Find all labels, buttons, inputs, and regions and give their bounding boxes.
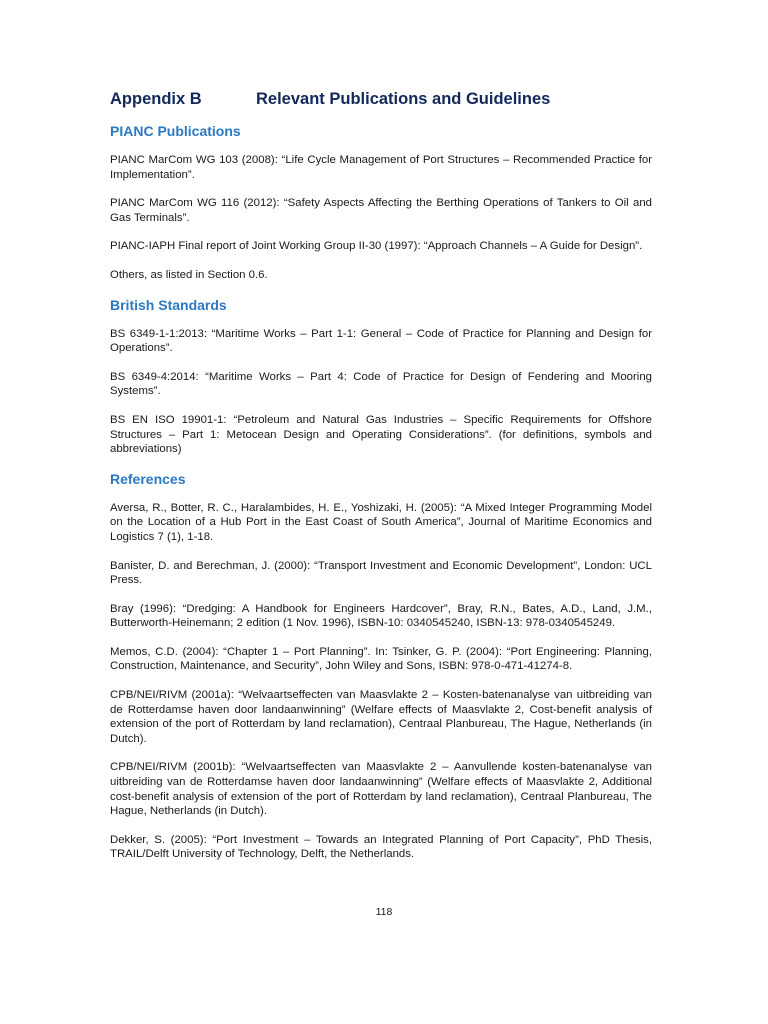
reference-paragraph: Memos, C.D. (2004): “Chapter 1 – Port Planning”. In: Tsinker, G. P. (2004): “Port Engineering: Planning, Construction, Maintenance, and Security”, John Wiley and Sons, ISBN: 978-0-471-41274-8. [110,645,652,673]
reference-paragraph: PIANC MarCom WG 116 (2012): “Safety Aspects Affecting the Berthing Operations of Tankers to Oil and Gas Terminals”. [110,197,652,224]
reference-paragraph: CPB/NEI/RIVM (2001a): “Welvaartseffecten van Maasvlakte 2 – Kosten-batenanalyse van uitbreiding van de Rotterdamse haven door landaanwinning” (Welfare effects of Maasvlakte 2, Cost-benefit analysis of extension of the port of Rotterdam by land reclamation), Centraal Planbureau, The Hague, Netherlands (in Dutch). [110,689,652,745]
page-content [110,90,652,876]
appendix-number: Appendix B [110,90,202,108]
section-heading: PIANC Publications [110,123,241,139]
reference-paragraph: Dekker, S. (2005): “Port Investment – Towards an Integrated Planning of Port Capacity”, PhD Thesis, TRAIL/Delft University of Technology, Delft, the Netherlands. [110,833,652,861]
section-heading: British Standards [110,296,227,313]
reference-paragraph: PIANC-IAPH Final report of Joint Working Group II-30 (1997): “Approach Channels – A Guide for Design”. [110,240,643,253]
appendix-title-text: Relevant Publications and Guidelines [256,90,551,108]
reference-paragraph: BS 6349-4:2014: “Maritime Works – Part 4: Code of Practice for Design of Fendering and Mooring Systems”. [110,370,652,398]
reference-paragraph: CPB/NEI/RIVM (2001b): “Welvaartseffecten van Maasvlakte 2 – Aanvullende kosten-batenanalyse van uitbreiding van de Rotterdamse haven door landaanwinning” (Welfare effects of Maasvlakte 2, Additional cost-benefit analysis of extension of the port of Rotterdam by land reclamation), Centraal Planbureau, The Hague, Netherlands (in Dutch). [110,761,652,818]
reference-paragraph: Aversa, R., Botter, R. C., Haralambides, H. E., Yoshizaki, H. (2005): “A Mixed Integer Programming Model on the Location of a Hub Port in the East Coast of South America”, Journal of Maritime Economics and Logistics 7 (1), 1-18. [110,501,652,543]
reference-paragraph: Banister, D. and Berechman, J. (2000): “Transport Investment and Economic Development”, London: UCL Press. [110,559,652,587]
page-number: 118 [375,906,393,918]
reference-paragraph: BS EN ISO 19901-1: “Petroleum and Natural Gas Industries – Specific Requirements for Offshore Structures – Part 1: Metocean Design and Operating Considerations”. (for definitions, symbols and abbreviations) [110,413,652,456]
reference-paragraph: Bray (1996): “Dredging: A Handbook for Engineers Hardcover”, Bray, R.N., Bates, A.D., Land, J.M., Butterworth-Heinemann; 2 edition (1 Nov. 1996), ISBN-10: 0340545240, ISBN-13: 978-0340545249. [110,602,652,630]
sections-container [110,123,652,862]
appendix-title [110,90,652,109]
reference-paragraph: PIANC MarCom WG 103 (2008): “Life Cycle Management of Port Structures – Recommended Practice for Implementation”. [110,154,652,181]
section-heading: References [110,470,186,487]
reference-paragraph: BS 6349-1-1:2013: “Maritime Works – Part 1-1: General – Code of Practice for Planning and Design for Operations”. [110,327,652,355]
reference-paragraph: Others, as listed in Section 0.6. [110,268,268,281]
